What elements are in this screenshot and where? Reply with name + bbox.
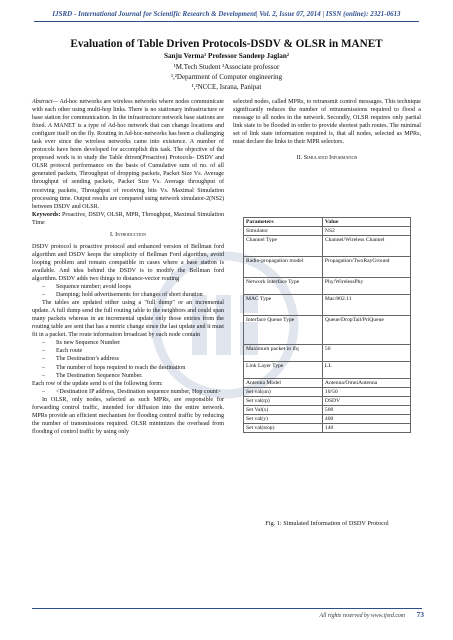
list-item: [42, 355, 224, 363]
list-item: [42, 339, 224, 347]
keywords: [32, 211, 224, 227]
table-cell: Queue/DropTail/PriQueue: [322, 316, 410, 345]
table-row: [244, 406, 411, 415]
table-header-row: [244, 218, 411, 227]
table-row: [244, 236, 411, 257]
footer-rule: [32, 608, 422, 609]
page-number: 73: [416, 610, 424, 619]
intro-paragraph-4: In OLSR, only nodes, selected as such MPRs, are responsible for forwarding control traffic, intended for diffusion into the entire network. MPRs provide an efficient mechanism for flooding control traffic by reducing the number of transmissions required. OLSR minimizes the overhead from flooding of control traffic by using only: [32, 396, 224, 435]
journal-header: [34, 11, 419, 23]
dash-bullet: –: [42, 284, 46, 291]
table-cell: NS2: [322, 227, 410, 236]
affiliation-line-3: ¹,²NCCE, Israna, Panipat: [191, 83, 262, 91]
section-title: Simulated Information: [303, 155, 358, 162]
dash-bullet: –: [42, 364, 46, 371]
table-cell: Channel Type: [244, 236, 323, 257]
table-cell: Channel/Wireless Channel: [322, 236, 410, 257]
table-cell: Mac/802.11: [322, 295, 410, 316]
list-item: [42, 291, 224, 299]
table-cell: 10/50: [322, 388, 410, 397]
table-cell: Set val(stop): [244, 424, 323, 433]
paper-authors: Sanju Verma¹ Professor Sandeep Jaglan²: [163, 52, 290, 60]
abstract-label: Abstract—: [32, 99, 59, 105]
table-cell: Set val(y): [244, 415, 323, 424]
list-item: [42, 347, 224, 355]
intro-paragraph-3: Each row of the update send is of the following form:: [32, 380, 163, 387]
table-cell: Maximum packet in ifq: [244, 345, 323, 362]
table-cell: Network Interface Type: [244, 278, 323, 295]
table-cell: MAC Type: [244, 295, 323, 316]
intro-paragraph-2: The tables are updated either using a "full dump" or an incremental update. A full dump send the full routing table to the neighbors and could span many packets whereas in an incremental update only those entries from the routing table are sent that has a metric change since the last update and it must fit in a packet. The route information broadcast by each node contain: [32, 300, 224, 339]
dash-bullet: –: [42, 348, 46, 355]
table-cell: 500: [322, 406, 410, 415]
paper-title: Evaluation of Table Driven Protocols-DSDV & OLSR in MANET: [70, 38, 383, 50]
section-heading-introduction: [32, 231, 224, 239]
table-cell: Link Layer Type: [244, 362, 323, 379]
list-item-text: The number of hops required to reach the destination: [56, 364, 186, 371]
table-cell: Set val(nn): [244, 388, 323, 397]
abstract: [32, 98, 224, 211]
section-number: I.: [109, 231, 114, 238]
table-cell: DSDV: [322, 397, 410, 406]
table-cell: 50: [322, 345, 410, 362]
list-item: [42, 388, 224, 396]
keywords-text: Proactive, DSDV, OLSR, MPR, Throughput, Maximal Simulation Time: [32, 211, 224, 226]
table-cell: Radio-propagation model: [244, 257, 323, 278]
table-cell: Set val(rp): [244, 397, 323, 406]
table-cell: Simulator: [244, 227, 323, 236]
list-item-text: Its new Sequence Number: [56, 340, 121, 347]
table-row: [244, 295, 411, 316]
table-cell: Set Val(x): [244, 406, 323, 415]
table-header-parameters: Parameters: [244, 218, 323, 227]
table-header-value: Value: [322, 218, 410, 227]
table-row: [244, 362, 411, 379]
dash-bullet: –: [42, 372, 46, 379]
table-row: [244, 388, 411, 397]
list-item-text: Sequence number; avoid loops: [56, 284, 131, 291]
intro-paragraph-1: DSDV protocol is proactive protocol and enhanced version of Bellman ford algorithm and DSDV keeps the simplicity of Bellman Ford algorithm, avoid looping problem and remain compatible in cases where a base station is available. And idea behind the DSDV is to modify the Bellman ford algorithm. DSDV adds two things to distance-vector routing: [32, 243, 224, 282]
list-item-text: Each route: [56, 348, 83, 355]
table-row: [244, 345, 411, 362]
figure-caption: Fig. 1: Simulated Information of DSDV Protocol: [265, 520, 389, 527]
abstract-text: Ad-hoc networks are wireless networks where nodes communicate with each other using multi-hop links. There is no stationary infrastructure or base station for communication. In the infrastructure network base stations are fixed. A MANET is a type of Ad-hoc network that can change locations and configure itself on the fly. Routing in Ad-hoc-networks has been a challenging task ever since the wireless networks came into existence. A number of protocols have been developed for accomplish this task. The objective of the proposed work is to study the Table driven(Proactive) Protocols- DSDV and OLSR protocol performance on the basis of Cumulative sum of no. of all generated packets, Throughput of dropping packets, Packet Size Vs. Average throughput of sending packets, Packet Size Vs. Average throughput of receiving packets, Throughput of receiving bits Vs. Maximal Simulation processing time. Output results are compared using network simulator-2(NS2) between DSDV and OLSR.: [32, 99, 224, 210]
table-row: [244, 415, 411, 424]
dash-bullet: –: [42, 292, 46, 299]
header-rule: [34, 21, 419, 22]
left-column: [32, 98, 224, 436]
right-column: [233, 98, 421, 166]
table-cell: Interface Queue Type: [244, 316, 323, 345]
footer-text: All rights reserved by www.ijsrd.com: [319, 613, 405, 619]
dash-bullet: –: [42, 388, 46, 395]
list-item-text: <Destination IP address, Destination sequence number, Hop count>: [56, 388, 221, 395]
table-cell: 400: [322, 415, 410, 424]
simulation-parameters-table: [243, 217, 411, 433]
section-number: II.: [296, 155, 303, 162]
table-cell: LL: [322, 362, 410, 379]
table-row: [244, 257, 411, 278]
affiliation-line-2: ¹,²Department of Computer engineering: [170, 73, 283, 81]
table-cell: Phy/WirelessPhy: [322, 278, 410, 295]
list-item: [42, 372, 224, 380]
table-row: [244, 316, 411, 345]
table-cell: Antenna/OmniAntenna: [322, 379, 410, 388]
table-cell: Propagation/TwoRayGround: [322, 257, 410, 278]
dash-bullet: –: [42, 356, 46, 363]
table-cell: Antenna Model: [244, 379, 323, 388]
table-cell: 140: [322, 424, 410, 433]
list-item: [42, 364, 224, 372]
section-title: Introduction: [115, 231, 146, 238]
dash-bullet: –: [42, 340, 46, 347]
list-item-text: The Destination’s address: [56, 356, 119, 363]
section-heading-simulated-information: [233, 154, 421, 162]
table-row: [244, 397, 411, 406]
table-row: [244, 424, 411, 433]
keywords-label: Keywords:: [32, 211, 61, 218]
journal-header-text: IJSRD - International Journal for Scientific Research & Development| Vol. 2, Issue 07, 2014 | ISSN (online): 2321-0613: [52, 11, 401, 18]
list-item-text: Damping; hold advertisements for changes of short duration: [56, 292, 203, 299]
table-row: [244, 227, 411, 236]
table-row: [244, 379, 411, 388]
list-item: [42, 283, 224, 291]
list-item-text: The Destination Sequence Number.: [56, 372, 143, 379]
right-paragraph-1: selected nodes, called MPRs, to retransmit control messages. This technique significantly reduces the number of retransmissions required to flood a message to all nodes in the network. Secondly, OLSR requires only partial link state to be flooded in order to provide shortest path routes. The minimal set of link state information required is, that all nodes, selected as MPRs, must declare the links to their MPR selectors.: [233, 99, 421, 146]
table-row: [244, 278, 411, 295]
affiliation-line-1: ¹M.Tech Student ²Associate professor: [173, 63, 280, 71]
